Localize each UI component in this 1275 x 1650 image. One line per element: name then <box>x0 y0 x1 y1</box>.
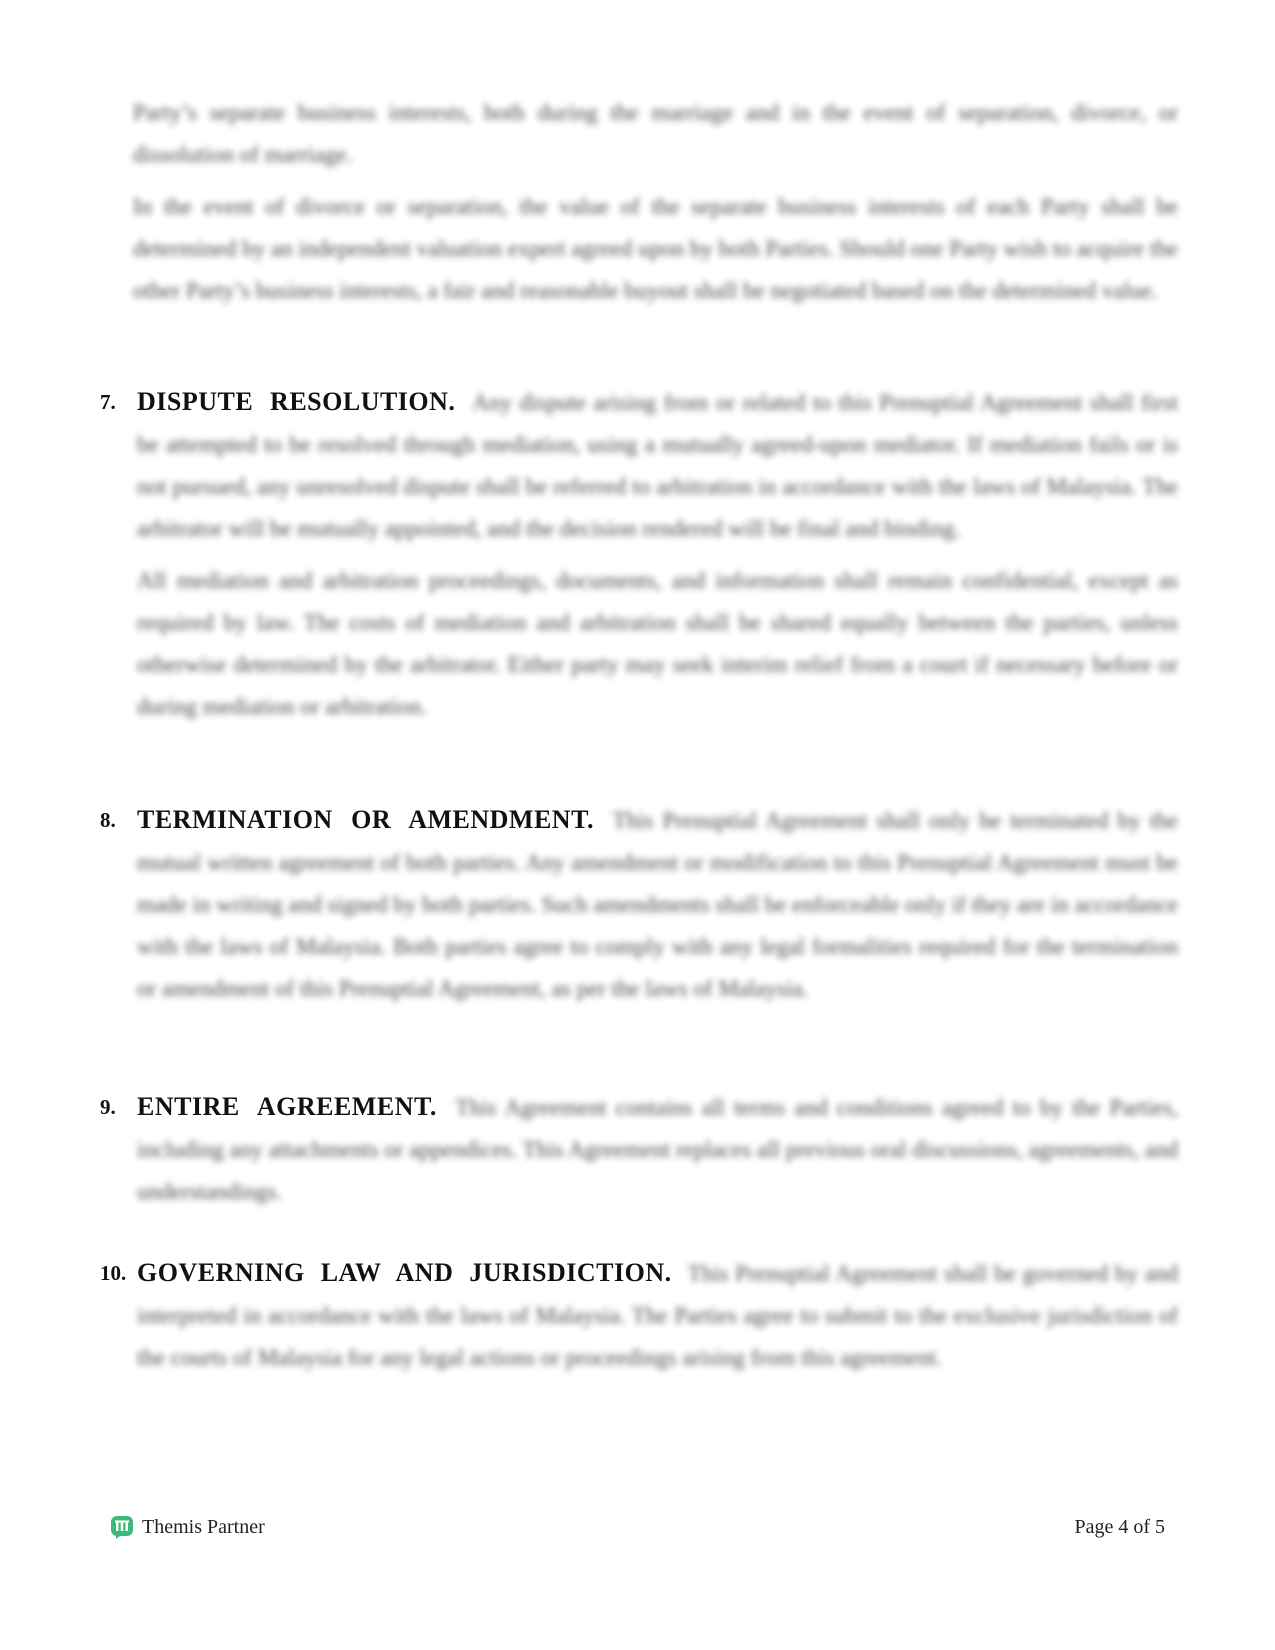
brand <box>110 1515 265 1539</box>
page-footer <box>110 1512 1165 1542</box>
section-number: 7. <box>100 390 116 414</box>
section-text: Any dispute arising from or related to this Prenuptial Agreement shall first be attempted to be resolved through mediation, using a mutually agreed-upon mediator. If mediation fails or is not pursued, any unresolved dispute shall be referred to arbitration in accordance with the laws of Malaysia. The arbitrator will be mutually appointed, and the decision rendered will be final and binding. <box>137 390 1178 541</box>
section-body <box>137 799 1178 1010</box>
themis-logo-icon <box>110 1515 134 1539</box>
paragraph: In the event of divorce or separation, the value of the separate business interests of each Party shall be determined by an independent valuation expert agreed upon by both Parties. Should one Party wish to acquire the other Party’s business interests, a fair and reasonable buyout shall be negotiated based on the determined value. <box>133 194 1178 303</box>
section-heading: ENTIRE AGREEMENT. <box>137 1092 456 1121</box>
section-dispute-resolution <box>100 381 1178 728</box>
section-body <box>137 381 1178 550</box>
section-governing-law <box>100 1252 1178 1379</box>
section-heading: TERMINATION OR AMENDMENT. <box>137 805 613 834</box>
page-number: Page 4 of 5 <box>1074 1515 1165 1538</box>
section-body <box>137 1252 1178 1379</box>
continuation-text <box>133 92 1178 322</box>
section-heading: GOVERNING LAW AND JURISDICTION. <box>137 1258 688 1287</box>
section-paragraph: All mediation and arbitration proceedings, documents, and information shall remain confidential, except as required by law. The costs of mediation and arbitration shall be shared equally between the parties, unless otherwise determined by the arbitrator. Either party may seek interim relief from a court if necessary before or during mediation or arbitration. <box>137 568 1178 719</box>
section-number: 8. <box>100 808 116 832</box>
section-number: 10. <box>100 1261 127 1285</box>
paragraph: Party’s separate business interests, both during the marriage and in the event of separation, divorce, or dissolution of marriage. <box>133 100 1178 167</box>
section-number: 9. <box>100 1095 116 1119</box>
section-text: This Prenuptial Agreement shall only be terminated by the mutual written agreement of both parties. Any amendment or modification to this Prenuptial Agreement must be made in writing and signed by both parties. Such amendments shall be enforceable only if they are in accordance with the laws of Malaysia. Both parties agree to comply with any legal formalities required for the termination or amendment of this Prenuptial Agreement, as per the laws of Malaysia. <box>137 808 1178 1001</box>
section-body <box>137 1086 1178 1213</box>
brand-name: Themis Partner <box>142 1515 265 1538</box>
section-termination-or-amendment <box>100 799 1178 1010</box>
section-entire-agreement <box>100 1086 1178 1213</box>
section-heading: DISPUTE RESOLUTION. <box>137 387 473 416</box>
section-text: This Prenuptial Agreement shall be governed by and interpreted in accordance with the laws of Malaysia. The Parties agree to submit to the exclusive jurisdiction of the courts of Malaysia for any legal actions or proceedings arising from this agreement. <box>137 1261 1178 1370</box>
section-text: This Agreement contains all terms and conditions agreed to by the Parties, including any attachments or appendices. This Agreement replaces all previous oral discussions, agreements, and understandings. <box>137 1095 1178 1204</box>
